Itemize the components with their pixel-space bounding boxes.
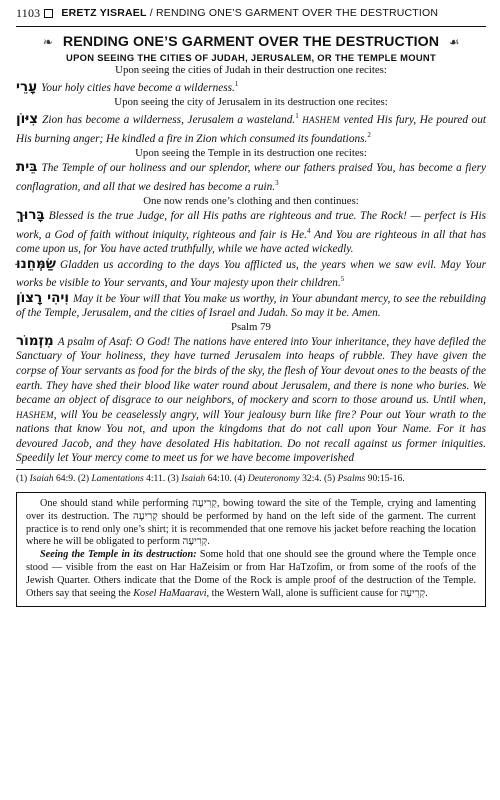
kotel-term: Kosel HaMaaravi, [133, 587, 210, 599]
hebrew-keyword: בֵּית [16, 159, 38, 176]
instruction-jerusalem: Upon seeing the city of Jerusalem in its destruction one recites: [114, 96, 388, 109]
prayer-text: vented His fury, He poured out His burning anger; He kindled a fire in Zion which consumed its foundations. [16, 114, 486, 145]
keriah-term: קְרִיעָה [400, 587, 426, 599]
psalm-text [16, 334, 486, 466]
prayer-gladden [16, 257, 486, 291]
prayer-text: , will You be ceaselessly angry, will Your jealousy burn like fire? Pour out Your wrath to the nations that know You not, and upon the kingdoms that do not call upon Your Name. For it has devoured Jacob, and they have desolated His habitation. Do not recall against us former iniquities. Speedily let Your mercy come to meet us for we have become impoverished [16, 408, 486, 465]
prayer-cities [16, 77, 486, 95]
prayer-jerusalem [16, 109, 486, 146]
note-paragraph-2: Seeing the Temple in its destruction: Some hold that one should see the ground where the Temple once stood — visible from the east on Har HaZeisim or from Har HaTzofim, or from some of the roofs of the Jewish Quarter. Others indicate that the Dome of the Rock is ample proof of the destruction of the Temple. Others say that seeing the Kosel HaMaaravi, the Western Wall, alone is sufficient cause for קְרִיעָה. [26, 549, 476, 599]
box-icon [44, 9, 53, 18]
prayer-may-it-be [16, 291, 486, 321]
footnote-marker: 1 [234, 80, 239, 88]
note-lead: Seeing the Temple in its destruction: [40, 549, 197, 561]
halachic-note-box [16, 492, 486, 607]
footnote-4: (4) Deuteronomy 32:4. [234, 473, 324, 485]
prayer-temple [16, 160, 486, 194]
hebrew-keyword: בָּרוּךְ [16, 207, 45, 224]
footnote-2: (2) Lamentations 4:11. [77, 473, 168, 485]
page-number: 1103 [16, 5, 41, 20]
prayer-text: Gladden us according to the days You afflicted us, the years when we saw evil. May Your works be visible to Your servants, and Your majesty upon their children. [16, 258, 486, 289]
running-head-section: ERETZ YISRAEL [61, 7, 147, 19]
footnote-1: (1) Isaiah 64:9. [16, 473, 78, 485]
keriah-term: קְרִיעָה [182, 536, 208, 548]
prayer-text: May it be Your will that You make us worthy, in Your abundant mercy, to see the rebuilding of the Temple, Jerusalem, and the cities of Israel and Judah. So may it be. Amen. [16, 292, 486, 320]
prayer-blessed [16, 208, 486, 257]
running-head-title: RENDING ONE’S GARMENT OVER THE DESTRUCTION [155, 7, 439, 19]
hebrew-keyword: עָרֵי [16, 78, 38, 95]
note-paragraph-1: One should stand while performing קְרִיעָה, bowing toward the site of the Temple, crying and lamenting over its destruction. The קְרִיעָה should be performed by hand on the left side of the garment. The current practice is to rend only one’s shirt; it is recommended that one remove his jacket before reaching the location where he will be obligated to perform קְרִיעָה. [26, 498, 476, 548]
divine-name: HASHEM [16, 409, 54, 420]
footnote-marker: 3 [275, 178, 279, 187]
keriah-term: קְרִיעָה [132, 510, 158, 522]
title-row [16, 33, 486, 51]
footnotes [16, 469, 486, 484]
hebrew-keyword: וִיהִי רָצוֹן [16, 289, 69, 306]
footnote-marker: 1 [295, 112, 299, 121]
divine-name: HASHEM [302, 115, 341, 126]
footnote-marker: 5 [340, 275, 345, 284]
prayer-text: The Temple of our holiness and our splendor, where our fathers praised You, has become a fiery conflagration, and all that we desired has become a ruin. [16, 162, 486, 193]
footnote-marker: 4 [306, 226, 311, 235]
page-subtitle: UPON SEEING THE CITIES OF JUDAH, JERUSALEM, OR THE TEMPLE MOUNT [66, 52, 436, 63]
hebrew-keyword: שַׂמְּחֵנוּ [16, 255, 57, 272]
prayer-text: And You are righteous in all that has come upon us, for You have acted truthfully, while we have acted wickedly. [16, 228, 486, 255]
instruction-cities: Upon seeing the cities of Judah in their destruction one recites: [115, 64, 387, 76]
running-head [16, 0, 486, 27]
psalm-label: Psalm 79 [231, 320, 271, 333]
prayer-text: Your holy cities have become a wilderness. [41, 81, 235, 94]
running-head-separator: / [146, 7, 156, 19]
instruction-temple: Upon seeing the Temple in its destruction one recites: [135, 147, 367, 160]
footnote-marker: 2 [367, 130, 371, 139]
ornament-left-icon: ❧ [42, 34, 53, 49]
hebrew-keyword: צִיּוֹן [16, 111, 39, 128]
prayer-text: Blessed is the true Judge, for all His paths are righteous and true. The Rock! — perfect is His work, a God of faith without iniquity, righteous and fair is He. [16, 210, 486, 241]
keriah-term: קְרִיעָה [192, 498, 217, 510]
page-title: RENDING ONE’S GARMENT OVER THE DESTRUCTION [62, 34, 440, 50]
footnote-5: (5) Psalms 90:15-16. [323, 473, 405, 485]
instruction-rend: One now rends one’s clothing and then continues: [143, 195, 359, 208]
prayer-text: Zion has become a wilderness, Jerusalem a wasteland. [42, 114, 296, 127]
hebrew-keyword: מִזְמוֹר [16, 332, 54, 349]
prayer-text: A psalm of Asaf: O God! The nations have entered into Your inheritance, they have defiled the Sanctuary of Your holiness, they have turned Jerusalem into heaps of rubble. They have given the corpse of Your servants as food for the birds of the sky, the flesh of Your devout ones to the beasts of the earth. They have shed their blood like water round about Jerusalem, and there is none who buries. We became an object of disgrace to our neighbors, of mockery and scorn to those around us. Until when, [16, 335, 486, 407]
footnote-3: (3) Isaiah 64:10. [167, 473, 235, 485]
ornament-right-icon: ☙ [448, 34, 460, 49]
